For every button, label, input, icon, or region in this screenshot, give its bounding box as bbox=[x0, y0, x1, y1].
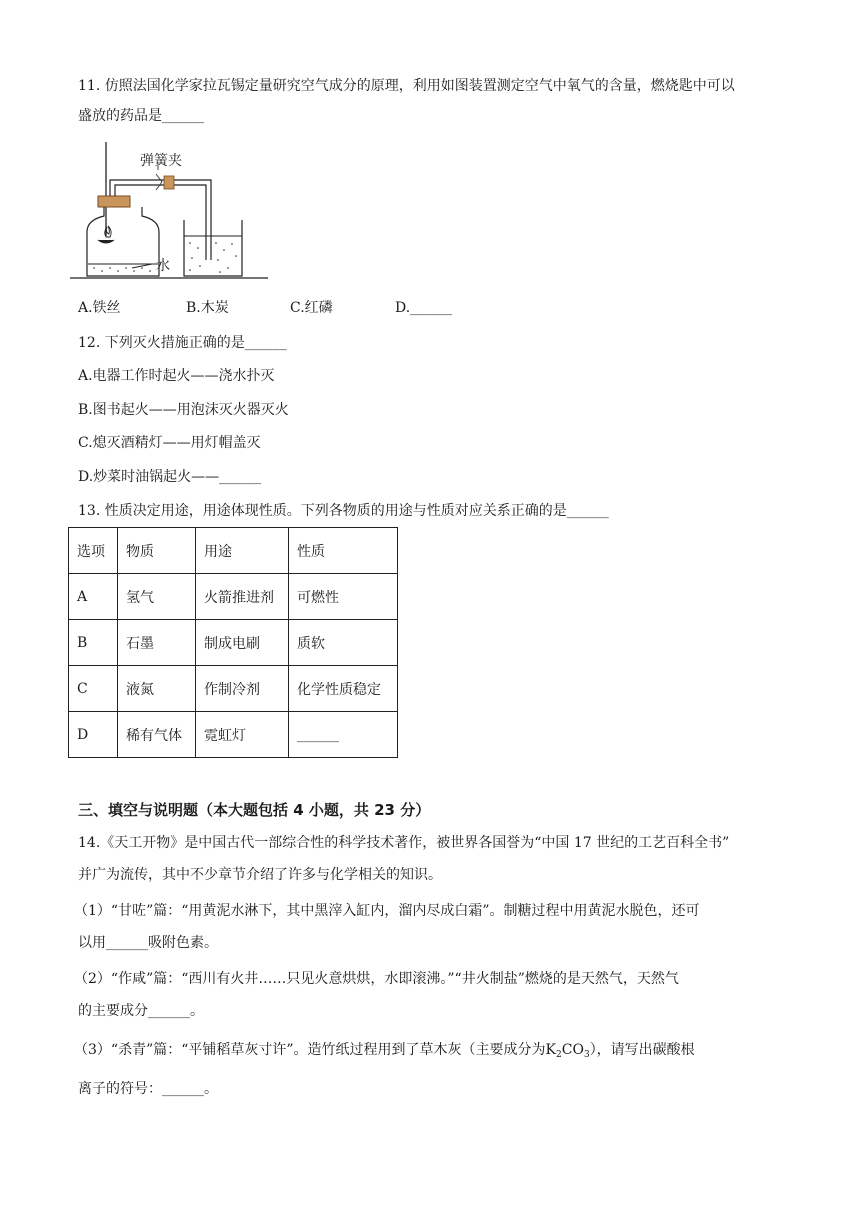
q14-intro-line1: 14.《天工开物》是中国古代一部综合性的科学技术著作，被世界各国誉为“中国 17 世纪的工艺百科全书” bbox=[78, 835, 730, 851]
q11-option-c: C.红磷 bbox=[290, 300, 333, 316]
q14-part1-line1: （1）“甘咗”篇：“用黄泥水淋下，其中黑滓入缸内，溜内尽成白霜”。制糖过程中用黄泥水脱色，还可 bbox=[74, 903, 700, 919]
table-row bbox=[69, 666, 398, 712]
table-cell: 可燃性 bbox=[289, 574, 398, 620]
q12-stem: 12. 下列灭火措施正确的是______ bbox=[78, 335, 287, 351]
table-cell: B bbox=[69, 620, 118, 666]
potassium-carbonate-formula: $K_2CO_3$ bbox=[545, 1042, 590, 1060]
beaker bbox=[184, 220, 242, 276]
table-header-row bbox=[69, 528, 398, 574]
table-cell: ______ bbox=[289, 712, 398, 758]
spring-clamp bbox=[164, 176, 174, 189]
q14-part3-pre: （3）“杀青”篇：“平铺稻草灰寸许”。造竹纸过程用到了草木灰（主要成分为 bbox=[74, 1042, 546, 1058]
q14-intro-line2: 并广为流传，其中不少章节介绍了许多与化学相关的知识。 bbox=[78, 867, 442, 883]
table-cell: C bbox=[69, 666, 118, 712]
table-cell: 制成电刷 bbox=[196, 620, 289, 666]
header-cell-substance: 物质 bbox=[118, 528, 196, 574]
table-cell: D bbox=[69, 712, 118, 758]
header-cell-property: 性质 bbox=[289, 528, 398, 574]
experiment-apparatus-figure bbox=[70, 140, 270, 282]
table-cell: 作制冷剂 bbox=[196, 666, 289, 712]
water-label: 水 bbox=[156, 257, 170, 273]
q14-part3-line2: 离子的符号：______。 bbox=[78, 1081, 218, 1097]
q12-option-b: B.图书起火——用泡沫灭火器灭火 bbox=[78, 402, 289, 418]
q12-option-c: C.熄灭酒精灯——用灯帽盖灭 bbox=[78, 435, 261, 451]
header-cell-usage: 用途 bbox=[196, 528, 289, 574]
q11-stem-line2: 盛放的药品是______ bbox=[78, 108, 204, 124]
q12-option-d: D.炒菜时油锅起火——______ bbox=[78, 469, 262, 485]
table-cell: 液氮 bbox=[118, 666, 196, 712]
table-cell: 火箭推进剂 bbox=[196, 574, 289, 620]
glass-tube bbox=[110, 180, 211, 260]
q14-part3-line1 bbox=[74, 1040, 695, 1065]
q14-part3-post: ），请写出碳酸根 bbox=[589, 1042, 695, 1058]
table-cell: 氢气 bbox=[118, 574, 196, 620]
q14-part2-line2: 的主要成分______。 bbox=[78, 1003, 204, 1019]
section-3-title: 三、填空与说明题（本大题包括 4 小题，共 23 分） bbox=[78, 801, 431, 819]
q14-part1-line2: 以用______吸附色素。 bbox=[78, 935, 218, 951]
table-cell: 稀有气体 bbox=[118, 712, 196, 758]
table-cell: 质软 bbox=[289, 620, 398, 666]
table-row bbox=[69, 574, 398, 620]
table-cell: 石墨 bbox=[118, 620, 196, 666]
clamp-label: 弹簧夹 bbox=[140, 152, 182, 168]
q13-stem: 13. 性质决定用途，用途体现性质。下列各物质的用途与性质对应关系正确的是______ bbox=[78, 503, 609, 519]
q11-option-d: D.______ bbox=[395, 300, 453, 316]
q11-option-b: B.木炭 bbox=[186, 300, 229, 316]
header-cell-option: 选项 bbox=[69, 528, 118, 574]
property-usage-table bbox=[68, 527, 398, 758]
burning-spoon bbox=[98, 240, 114, 243]
table-cell: A bbox=[69, 574, 118, 620]
table-cell: 化学性质稳定 bbox=[289, 666, 398, 712]
table-row bbox=[69, 712, 398, 758]
table-row bbox=[69, 620, 398, 666]
table-cell: 霓虹灯 bbox=[196, 712, 289, 758]
q11-stem-line1: 11. 仿照法国化学家拉瓦锡定量研究空气成分的原理，利用如图装置测定空气中氧气的含量，燃烧匙中可以 bbox=[78, 78, 735, 94]
q14-part2-line1: （2）“作咸”篇：“西川有火井……只见火意烘烘，水即滚沸。”“井火制盐”燃烧的是天然气，天然气 bbox=[74, 971, 679, 987]
q12-option-a: A.电器工作时起火——浇水扑灭 bbox=[78, 368, 275, 384]
stopper bbox=[98, 196, 130, 207]
q11-option-a: A.铁丝 bbox=[78, 300, 121, 316]
